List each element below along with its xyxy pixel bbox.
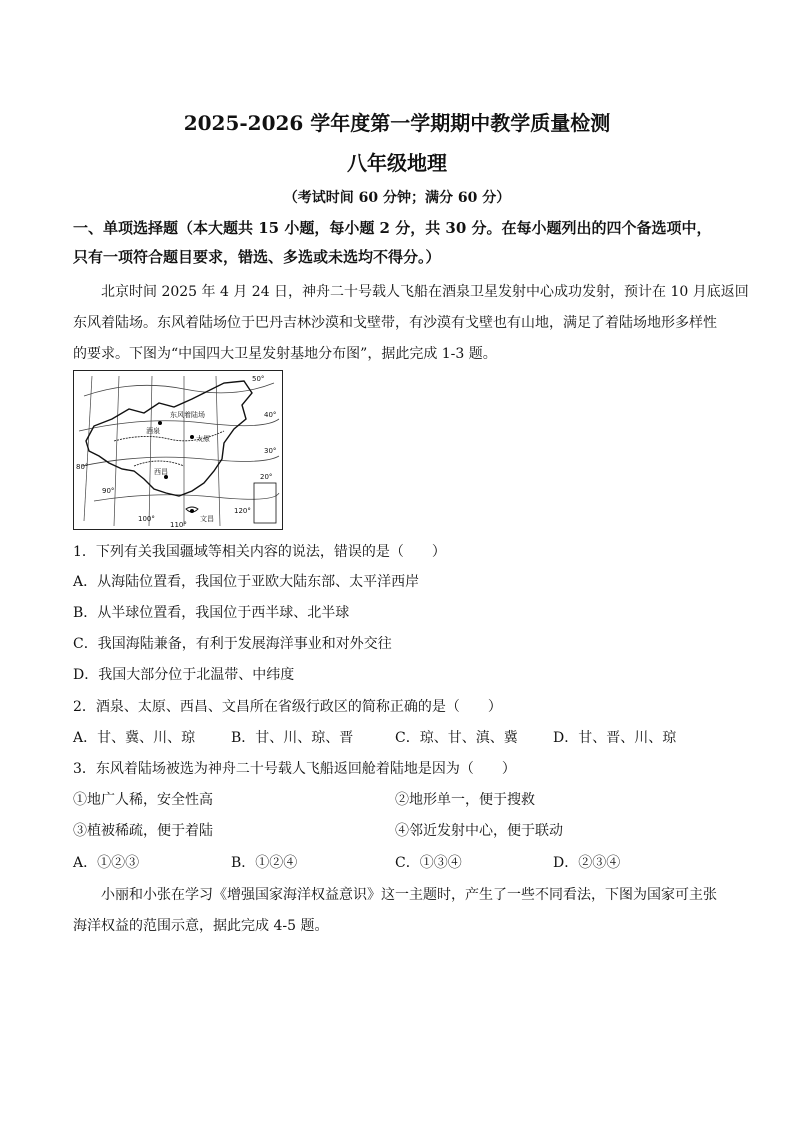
q1-option-d: D．我国大部分位于北温带、中纬度 bbox=[73, 667, 295, 683]
exam-info: （考试时间 60 分钟；满分 60 分） bbox=[283, 190, 511, 206]
lon80-label: 80° bbox=[76, 463, 89, 471]
satellite-base-map bbox=[73, 370, 283, 530]
q1-option-a: A．从海陆位置看，我国位于亚欧大陆东部、太平洋西岸 bbox=[73, 574, 420, 590]
south-sea-inset bbox=[254, 483, 276, 523]
lon90-label: 90° bbox=[102, 487, 115, 495]
longitude-line-100 bbox=[149, 376, 152, 526]
exam-subtitle: 八年级地理 bbox=[347, 151, 447, 175]
q3-statement-4: ④邻近发射中心，便于联动 bbox=[395, 823, 563, 839]
latitude-line-50 bbox=[84, 383, 274, 396]
wenchang-marker bbox=[190, 509, 194, 513]
q3-option-b: B．①②④ bbox=[231, 855, 298, 871]
q3-stem: 3．东风着陆场被选为神舟二十号载人飞船返回舱着陆地是因为（ ） bbox=[73, 761, 516, 777]
passage1-line2: 东风着陆场。东风着陆场位于巴丹吉林沙漠和戈壁带，有沙漠有戈壁也有山地，满足了着陆场地形多样性 bbox=[73, 315, 717, 331]
china-map-figure bbox=[74, 371, 282, 529]
longitude-line-120 bbox=[216, 376, 220, 526]
jiuquan-label: 酒泉 bbox=[146, 427, 160, 435]
lat30-label: 30° bbox=[264, 447, 277, 455]
china-outline bbox=[86, 381, 252, 496]
latitude-line-20 bbox=[94, 493, 279, 501]
passage2-line1: 小丽和小张在学习《增强国家海洋权益意识》这一主题时，产生了一些不同看法，下图为国家可主张 bbox=[101, 887, 717, 903]
q3-option-c: C．①③④ bbox=[395, 855, 462, 871]
q1-option-b: B．从半球位置看，我国位于西半球、北半球 bbox=[73, 605, 350, 621]
passage2-line2: 海洋权益的范围示意，据此完成 4-5 题。 bbox=[73, 918, 329, 934]
q2-option-c: C．琼、甘、滇、冀 bbox=[395, 730, 518, 746]
passage1-line1: 北京时间 2025 年 4 月 24 日，神舟二十号载人飞船在酒泉卫星发射中心成功发射，预计在 10 月底返回 bbox=[101, 284, 749, 300]
q2-option-a: A．甘、冀、川、琼 bbox=[73, 730, 196, 746]
wenchang-label: 文昌 bbox=[200, 515, 214, 523]
q2-option-b: B．甘、川、琼、晋 bbox=[231, 730, 354, 746]
province-boundaries-south bbox=[134, 461, 184, 466]
lat50-label: 50° bbox=[252, 375, 265, 383]
q1-option-c: C．我国海陆兼备，有利于发展海洋事业和对外交往 bbox=[73, 636, 392, 652]
lon120-label: 120° bbox=[234, 507, 251, 515]
lon110-label: 110° bbox=[170, 521, 187, 529]
q3-statement-2: ②地形单一，便于搜救 bbox=[395, 792, 535, 808]
lon100-label: 100° bbox=[138, 515, 155, 523]
longitude-line-90 bbox=[114, 376, 119, 526]
section-heading-line1: 一、单项选择题（本大题共 15 小题，每小题 2 分，共 30 分。在每小题列出的四个备选项中， bbox=[73, 219, 712, 237]
q1-stem: 1．下列有关我国疆域等相关内容的说法，错误的是（ ） bbox=[73, 544, 446, 560]
taiyuan-marker bbox=[190, 435, 194, 439]
xichang-label: 西昌 bbox=[154, 468, 168, 476]
q3-statement-3: ③植被稀疏，便于着陆 bbox=[73, 823, 213, 839]
passage1-line3: 的要求。下图为“中国四大卫星发射基地分布图”，据此完成 1-3 题。 bbox=[73, 346, 497, 362]
taiyuan-label: 太原 bbox=[196, 435, 210, 443]
q2-stem: 2．酒泉、太原、西昌、文昌所在省级行政区的简称正确的是（ ） bbox=[73, 699, 502, 715]
section-heading-line2: 只有一项符合题目要求，错选、多选或未选均不得分。） bbox=[73, 248, 441, 266]
lat40-label: 40° bbox=[264, 411, 277, 419]
exam-title: 2025-2026 学年度第一学期期中教学质量检测 bbox=[183, 111, 611, 135]
q3-statement-1: ①地广人稀，安全性高 bbox=[73, 792, 213, 808]
dongfeng-label: 东风着陆场 bbox=[170, 411, 205, 419]
q2-option-d: D．甘、晋、川、琼 bbox=[553, 730, 677, 746]
q3-option-a: A．①②③ bbox=[73, 855, 140, 871]
q3-option-d: D．②③④ bbox=[553, 855, 621, 871]
jiuquan-marker bbox=[158, 421, 162, 425]
lat20-label: 20° bbox=[260, 473, 273, 481]
